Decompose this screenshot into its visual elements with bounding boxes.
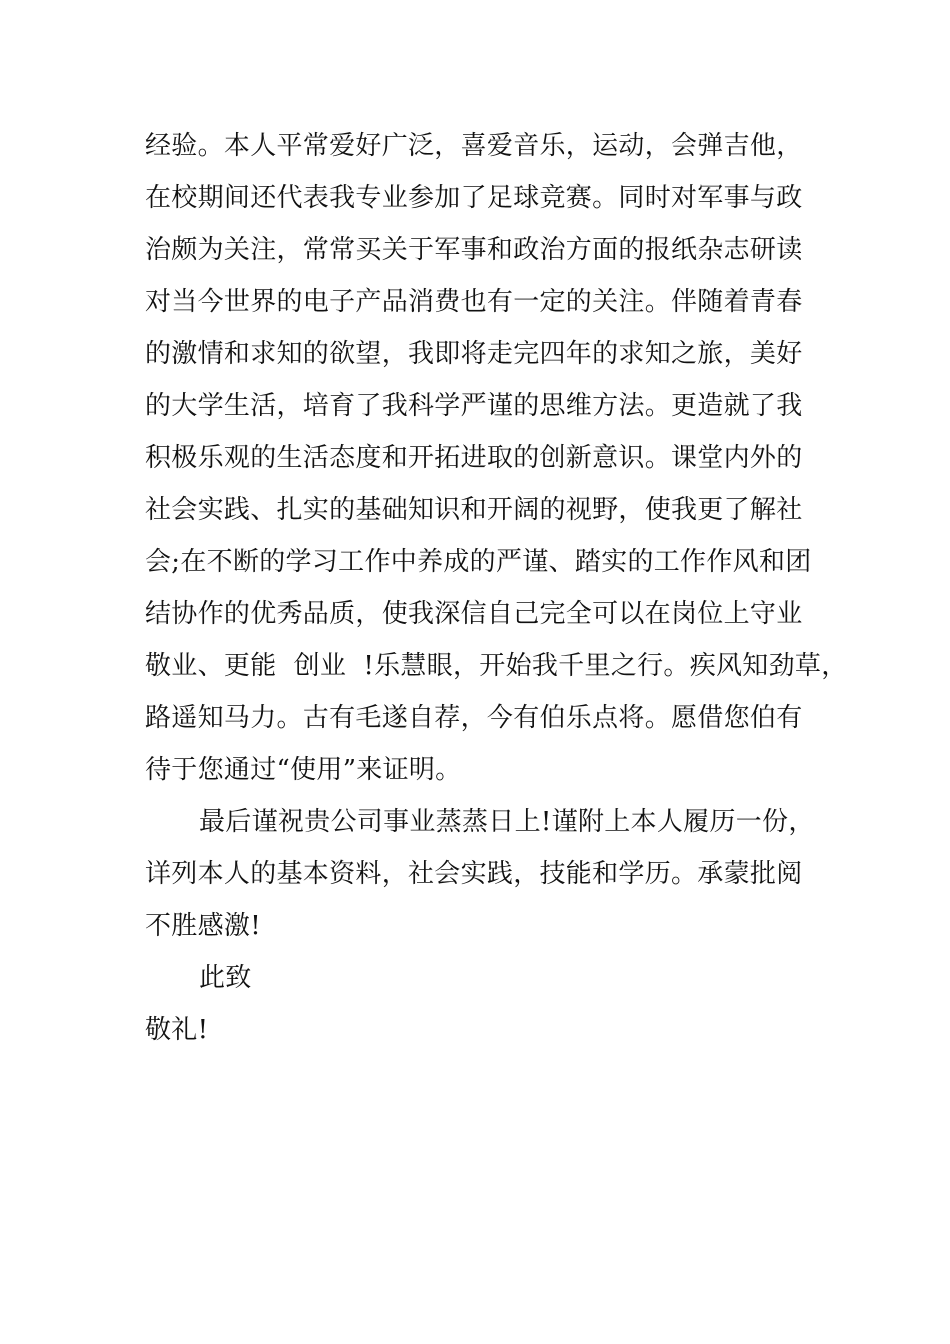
text-line: 积极乐观的生活态度和开拓进取的创新意识。课堂内外的 xyxy=(145,443,803,473)
text-line: 的激情和求知的欲望，我即将走完四年的求知之旅，美好 xyxy=(145,339,803,369)
text-line: 对当今世界的电子产品消费也有一定的关注。伴随着青春 xyxy=(145,287,803,317)
text-line: 结协作的优秀品质，使我深信自己完全可以在岗位上守业 xyxy=(145,599,803,629)
text-line: 在校期间还代表我专业参加了足球竞赛。同时对军事与政 xyxy=(145,183,803,213)
salutation-cizhi: 此致 xyxy=(199,963,252,993)
text-line: 经验。本人平常爱好广泛，喜爱音乐，运动，会弹吉他， xyxy=(145,131,803,161)
text-line: 待于您通过“使用”来证明。 xyxy=(145,755,462,785)
text-line: 路遥知马力。古有毛遂自荐，今有伯乐点将。愿借您伯有 xyxy=(145,703,803,733)
text-line: 会;在不断的学习工作中养成的严谨、踏实的工作作风和团 xyxy=(145,547,812,577)
closing-paragraph-line: 详列本人的基本资料，社会实践，技能和学历。承蒙批阅 xyxy=(145,859,803,889)
text-line: 敬业、更能 创业 !乐慧眼，开始我千里之行。疾风知劲草， xyxy=(145,651,848,681)
text-line: 社会实践、扎实的基础知识和开阔的视野，使我更了解社 xyxy=(145,495,803,525)
closing-paragraph-line: 不胜感激! xyxy=(145,911,261,941)
closing-paragraph-line: 最后谨祝贵公司事业蒸蒸日上!谨附上本人履历一份， xyxy=(199,807,815,837)
salutation-jingli: 敬礼! xyxy=(145,1015,209,1045)
text-line: 治颇为关注，常常买关于军事和政治方面的报纸杂志研读 xyxy=(145,235,803,265)
text-line: 的大学生活，培育了我科学严谨的思维方法。更造就了我 xyxy=(145,391,803,421)
letter-body xyxy=(145,126,848,1062)
